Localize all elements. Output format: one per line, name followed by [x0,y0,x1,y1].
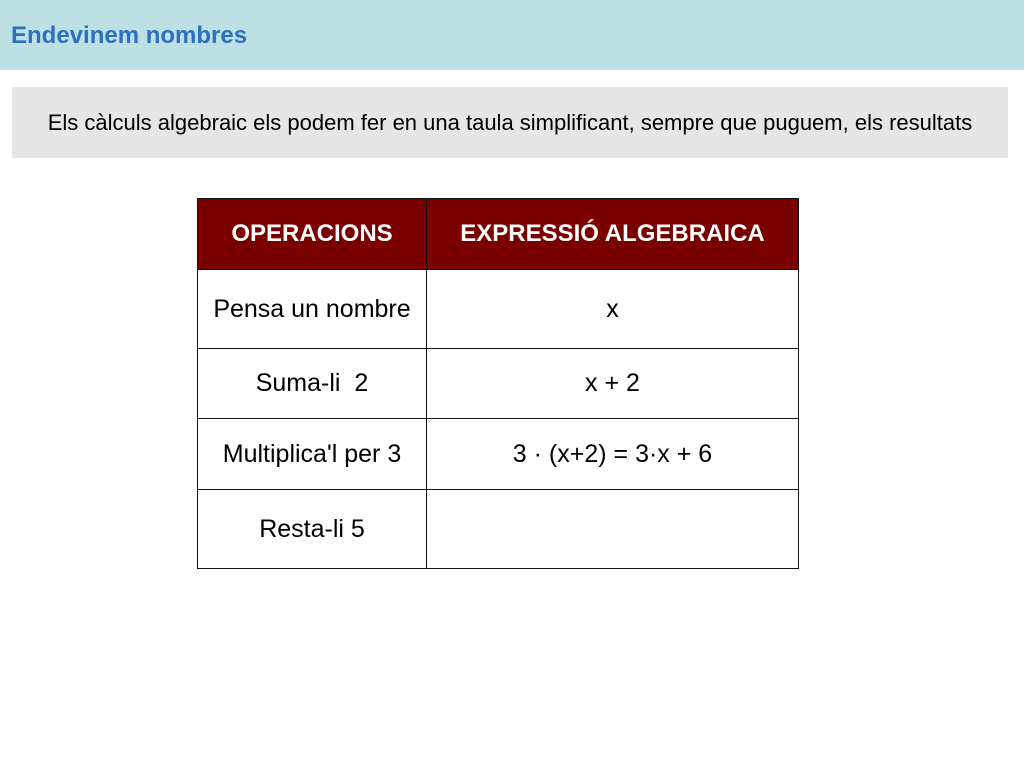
operation-cell: Multiplica'l per 3 [198,419,427,490]
operation-cell: Suma-li 2 [198,349,427,419]
operation-cell: Pensa un nombre [198,270,427,349]
slide-title: Endevinem nombres [11,22,248,49]
expression-cell [427,490,799,569]
header-expression: EXPRESSIÓ ALGEBRAICA [427,199,799,270]
operation-cell: Resta-li 5 [198,490,427,569]
table-row [198,490,799,569]
expression-cell: 3 · (x+2) = 3·x + 6 [427,419,799,490]
expression-cell: x [427,270,799,349]
header-operations: OPERACIONS [198,199,427,270]
table-row [198,270,799,349]
title-bar [0,0,1024,70]
table-row [198,419,799,490]
intro-box [12,87,1008,158]
intro-text: Els càlculs algebraic els podem fer en una taula simplificant, sempre que puguem, els resultats [47,110,973,135]
table-row [198,349,799,419]
table-header-row [198,199,799,270]
operations-table [197,198,799,569]
expression-cell: x + 2 [427,349,799,419]
